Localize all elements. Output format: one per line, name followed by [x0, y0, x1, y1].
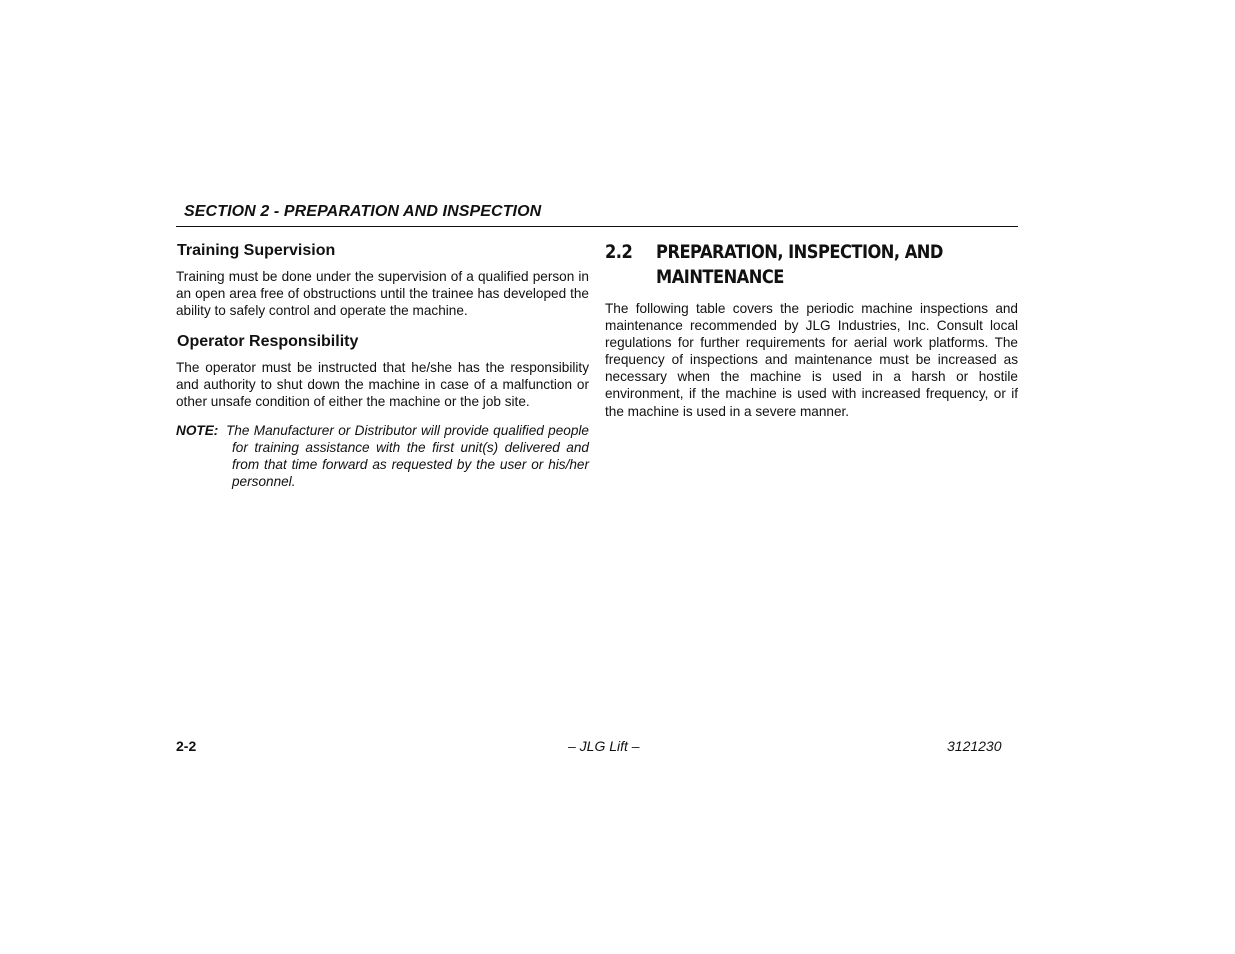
page-header [176, 202, 1018, 227]
right-column [605, 240, 1018, 420]
page-number: 2-2 [176, 738, 197, 754]
section-heading-text: PREPARATION, INSPECTION, AND MAINTENANCE [656, 242, 943, 288]
document-number: 3121230 [947, 738, 1002, 754]
section-heading [605, 240, 1019, 290]
section-number: 2.2 [605, 242, 633, 263]
training-supervision-heading: Training Supervision [177, 242, 336, 259]
training-supervision-body: Training must be done under the supervision of a qualified person in an open area free of obstructions until the trainee has developed the ability to safely control and operate the machine. [176, 269, 589, 319]
operator-responsibility-heading: Operator Responsibility [177, 333, 359, 351]
note-label: NOTE: [176, 423, 219, 438]
note-block [176, 422, 589, 490]
section-title: SECTION 2 - PREPARATION AND INSPECTION [184, 203, 542, 220]
left-column [176, 240, 589, 411]
footer-brand: – JLG Lift – [568, 738, 640, 754]
note-text: The Manufacturer or Distributor will provide qualified people for training assistance with the first unit(s) delivered and from that time forward as requested by the user or his/her personnel. [226, 423, 589, 490]
operator-responsibility-body: The operator must be instructed that he/she has the responsibility and authority to shut down the machine in case of a malfunction or other unsafe condition of either the machine or the job site. [176, 360, 589, 410]
section-body: The following table covers the periodic machine inspections and maintenance recommended by JLG Industries, Inc. Consult local regulations for further requirements for aerial work platforms. The frequency of inspections and maintenance must be increased as necessary when the machine is used in a harsh or hostile environment, if the machine is used with increased frequency, or if the machine is used in a severe manner. [605, 301, 1018, 419]
